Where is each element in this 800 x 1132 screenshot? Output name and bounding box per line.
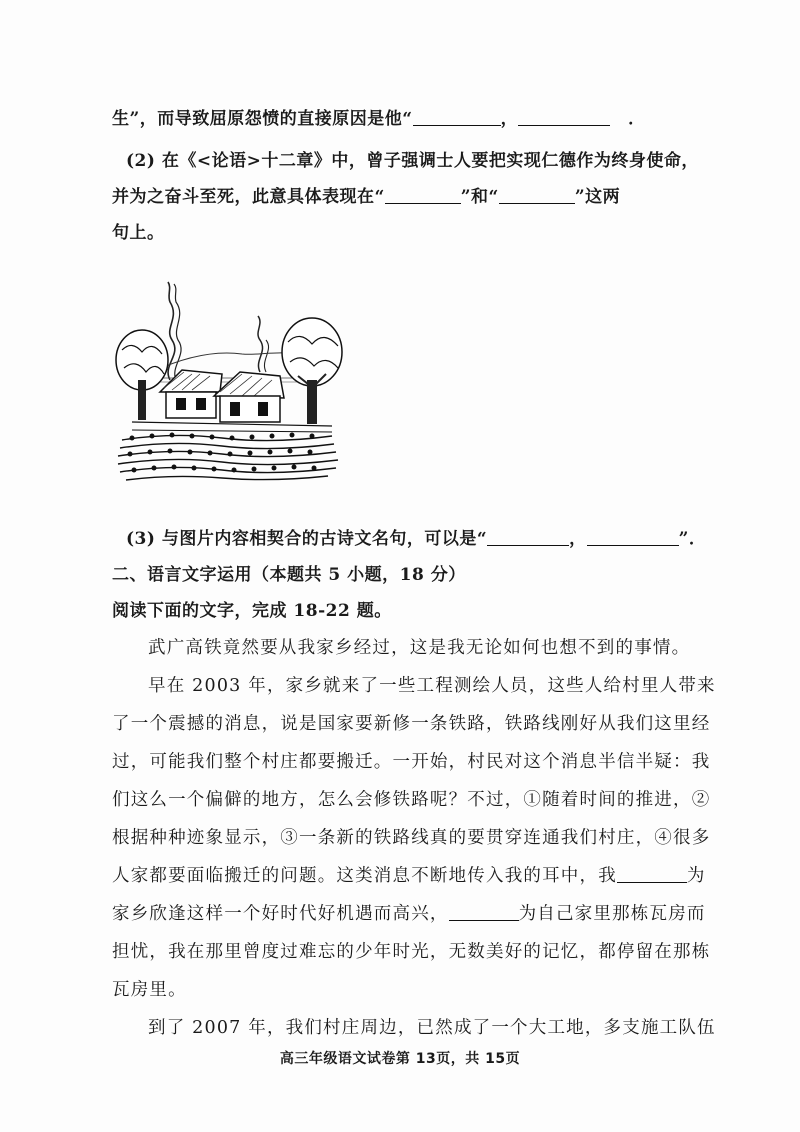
p2-line-7-text-a: 家乡欣逢这样一个好时代好机遇而高兴， xyxy=(112,904,449,924)
section2-heading: 二、语言文字运用（本题共 5 小题，18 分） xyxy=(112,565,466,585)
passage-p2-line-3: 过，可能我们整个村庄都要搬迁。一开始，村民对这个消息半信半疑：我 xyxy=(112,752,711,772)
q1-text: 生”，而导致屈原怨愤的直接原因是他“ xyxy=(112,109,413,129)
page-footer: 高三年级语文试卷第 13页，共 15页 xyxy=(279,1051,521,1067)
answer-blank-3[interactable] xyxy=(385,203,461,204)
passage-p2-line-9: 瓦房里。 xyxy=(112,980,187,1000)
p2-line-6-text: 人家都要面临搬迁的问题。这类消息不断地传入我的耳中，我 xyxy=(112,866,617,886)
q2-text-b: ”和“ xyxy=(460,187,499,207)
p2-line-7-text-b: 为自己家里那栋瓦房而 xyxy=(518,904,706,924)
passage-p2-line-1: 早在 2003 年，家乡就来了一些工程测绘人员，这些人给村里人带来 xyxy=(148,676,716,696)
farmhouse-landscape-illustration xyxy=(112,280,352,490)
passage-p2-line-6 xyxy=(112,862,706,887)
answer-blank-6[interactable] xyxy=(587,545,679,546)
q1-continuation-line xyxy=(112,104,646,129)
passage-paragraph-1: 武广高铁竟然要从我家乡经过，这是我无论如何也想不到的事情。 xyxy=(148,638,691,658)
passage-p2-line-8: 担忧，我在那里曾度过难忘的少年时光，无数美好的记忆，都停留在那栋 xyxy=(112,942,711,962)
answer-blank-5[interactable] xyxy=(487,545,569,546)
answer-blank-7[interactable] xyxy=(617,882,687,883)
section2-instruction: 阅读下面的文字，完成 18-22 题。 xyxy=(112,601,392,621)
q2-text-a: 并为之奋斗至死，此意具体表现在“ xyxy=(112,187,385,207)
passage-p2-line-2: 了一个震撼的消息，说是国家要新修一条铁路，铁路线刚好从我们这里经 xyxy=(112,714,711,734)
answer-blank-8[interactable] xyxy=(449,920,519,921)
separator: ， xyxy=(569,529,587,549)
q2-line-3: 句上。 xyxy=(112,223,165,243)
answer-blank-4[interactable] xyxy=(499,203,575,204)
q3-text: (3) 与图片内容相契合的古诗文名句，可以是“ xyxy=(126,529,488,549)
q2-line-1: (2) 在《<论语>十二章》中，曾子强调士人要把实现仁德作为终身使命， xyxy=(126,151,699,171)
closing-quote: ”． xyxy=(678,529,707,549)
passage-p3-line-1: 到了 2007 年，我们村庄周边，已然成了一个大工地，多支施工队伍 xyxy=(148,1018,716,1038)
answer-blank-1[interactable] xyxy=(413,125,501,126)
passage-p2-line-4: 们这么一个偏僻的地方，怎么会修铁路呢？不过，①随着时间的推进，② xyxy=(112,790,711,810)
answer-blank-2[interactable] xyxy=(518,125,610,126)
period: ． xyxy=(628,109,646,129)
separator: ， xyxy=(500,109,519,129)
q2-line-2 xyxy=(112,182,620,207)
q3-line xyxy=(126,524,706,549)
p2-line-6-end: 为 xyxy=(686,866,706,886)
q2-text-c: ”这两 xyxy=(574,187,621,207)
passage-p2-line-7 xyxy=(112,900,706,925)
passage-p2-line-5: 根据种种迹象显示，③一条新的铁路线真的要贯穿连通我们村庄，④很多 xyxy=(112,828,711,848)
